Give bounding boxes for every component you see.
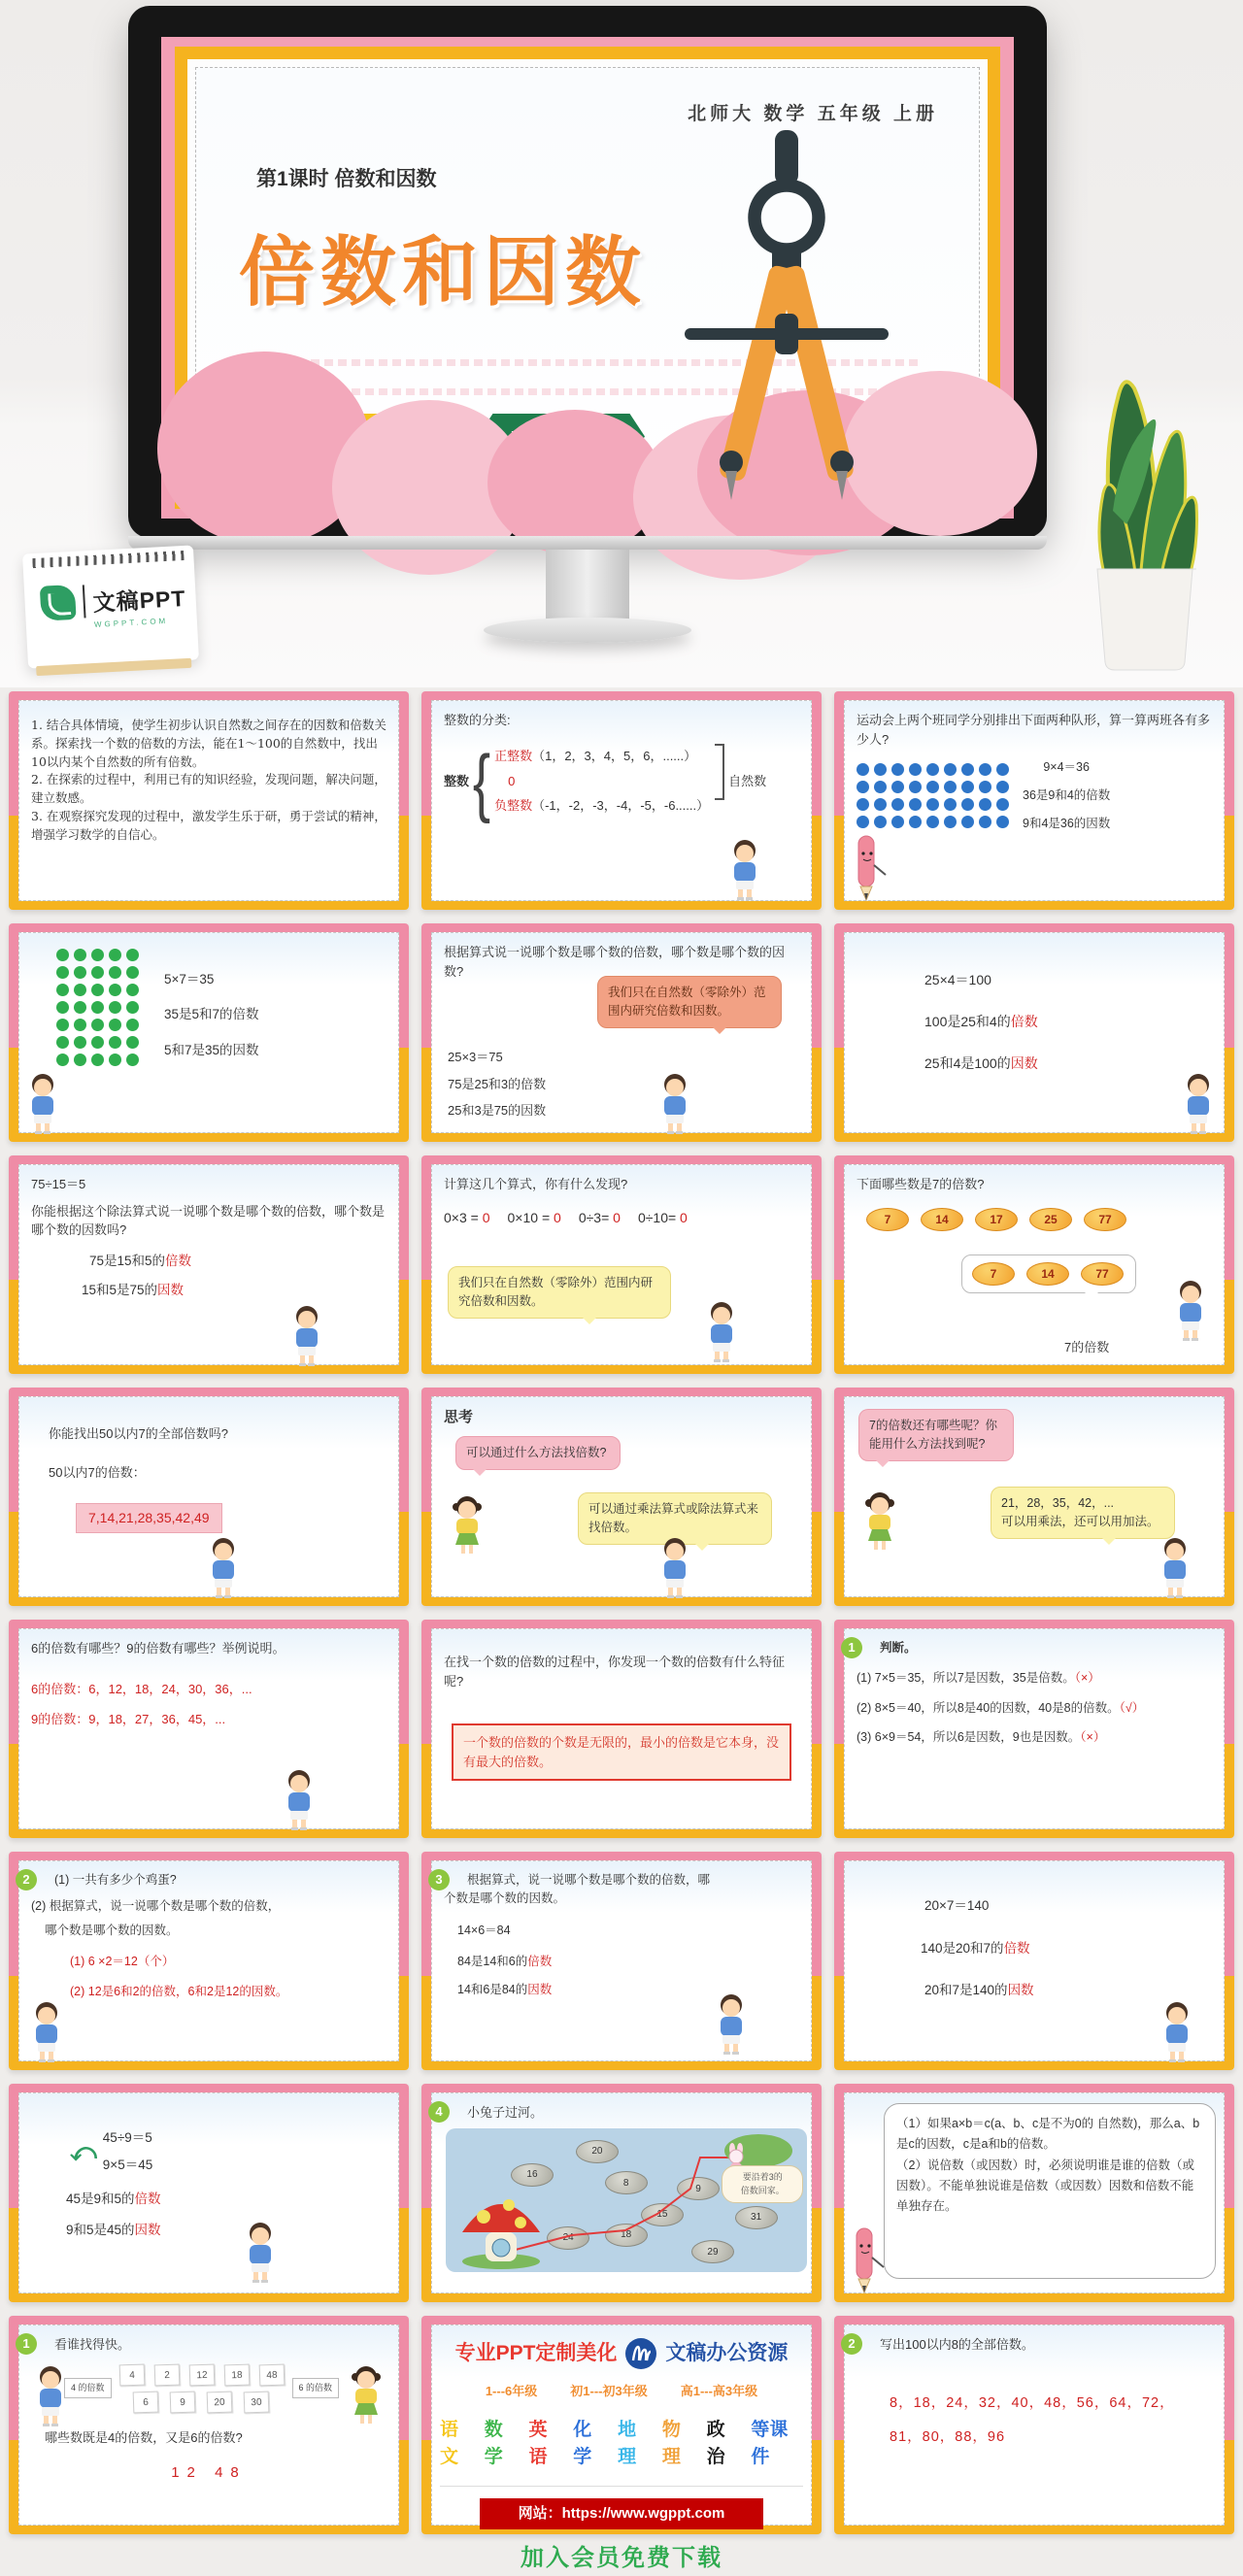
dot (91, 966, 104, 979)
speech-bubble: 我们只在自然数（零除外）范围内研究倍数和因数。 (448, 1266, 671, 1319)
stone-number: 16 (511, 2163, 554, 2187)
dot (126, 1019, 139, 1031)
girl-character-icon (860, 1490, 891, 1551)
slide-thumbnail[interactable] (421, 1155, 822, 1374)
boy-character-icon (655, 1536, 687, 1596)
mushroom-house (460, 2188, 542, 2269)
boy-character-icon (280, 1768, 311, 1828)
slide-thumbnail[interactable] (421, 2084, 822, 2302)
statement: 9和5是45的 (66, 2222, 135, 2237)
dot (909, 816, 922, 828)
slide-thumbnail[interactable]: 25×4＝100 100是25和4的倍数 25和4是100的因数 (834, 923, 1234, 1142)
slide-thumbnail[interactable] (9, 691, 409, 910)
dot (909, 763, 922, 776)
slide-thumbnail[interactable] (9, 923, 409, 1142)
exercise-number-badge: 2 (841, 2333, 862, 2355)
speech-bubble: 我们只在自然数（零除外）范围内研究倍数和因数。 (597, 976, 782, 1028)
statement: 140是20和7的 (921, 1941, 1004, 1957)
curved-arrow-icon: ⤺ (70, 2136, 97, 2166)
dot (74, 1019, 86, 1031)
dot (891, 816, 904, 828)
exercise-number-badge: 3 (428, 1869, 450, 1890)
number-card: 9 (169, 2391, 195, 2413)
subject-label: 物理 (661, 2419, 681, 2467)
slide-heading: 看谁找得快。 (54, 2337, 131, 2352)
dot (74, 984, 86, 996)
question-text: 6的倍数有哪些？9的倍数有哪些？举例说明。 (31, 1641, 286, 1656)
slide-thumbnail[interactable]: 3 根据算式，说一说哪个数是哪个数的倍数，哪 个数是哪个数的因数。 14×6＝84 84是14和6的倍数 14和6是84的因数 (421, 1852, 822, 2070)
dot (56, 966, 69, 979)
multiples-line: 6的倍数：6，12，18，24，30，36，... (31, 1681, 252, 1696)
objective-line: 3. 在观察探究发现的过程中，激发学生乐于研，勇于尝试的精神，增强学习数学的自信心。 (31, 808, 386, 842)
question-text: 根据算式说一说哪个数是哪个数的倍数，哪个数是哪个数的因数? (444, 945, 786, 979)
number-card: 6 (132, 2391, 158, 2413)
dot (996, 763, 1009, 776)
judge-item: (3) 6×9＝54，所以6是因数，9也是因数。 (857, 1730, 1081, 1745)
question-text: 你能找出50以内7的全部倍数吗? (49, 1426, 228, 1441)
slide-thumbnail[interactable] (421, 1388, 822, 1606)
speech-bubble: 可以通过什么方法找倍数? (455, 1436, 621, 1470)
dot (74, 949, 86, 961)
dot (56, 984, 69, 996)
problem-line: (2) 根据算式，说一说哪个数是哪个数的倍数， (31, 1898, 281, 1913)
speech-bubble: 可以通过乘法算式或除法算式来找倍数。 (578, 1492, 772, 1545)
slide-thumbnail[interactable] (9, 1852, 409, 2070)
potted-plant (1055, 278, 1235, 666)
slide-heading: 整数的分类: (444, 713, 511, 727)
dot (109, 949, 121, 961)
bracket-decoration (715, 744, 724, 800)
slide-thumbnail-grid (0, 691, 1243, 2571)
statement: 25和3是75的因数 (448, 1103, 547, 1118)
answer-bubble (961, 1255, 1136, 1293)
exercise-number-badge: 1 (16, 2333, 37, 2355)
answer-line: 12 48 (171, 2464, 247, 2481)
dot (126, 1001, 139, 1014)
dot (857, 763, 869, 776)
boy-character-icon (712, 1992, 743, 2053)
dot (874, 781, 887, 793)
summary-point: （2）说倍数（或因数）时，必须说明谁是谁的倍数（或因数）。不能单独说谁是倍数（或因数）因数和倍数不能单独存在。 (896, 2158, 1194, 2213)
oval-row (866, 1208, 1212, 1231)
dot (56, 1019, 69, 1031)
dot (944, 781, 957, 793)
dot (891, 781, 904, 793)
dot (874, 816, 887, 828)
sub-label: 50以内7的倍数： (49, 1464, 146, 1480)
equation: 75÷15＝5 (31, 1177, 86, 1191)
problem-line: 根据算式，说一说哪个数是哪个数的倍数，哪 (467, 1873, 711, 1887)
pos-int-label: 正整数 (494, 749, 533, 764)
number-card: 2 (153, 2363, 180, 2386)
statement: 75是15和5的 (89, 1253, 166, 1268)
stone-number: 24 (547, 2226, 589, 2250)
problem-line: (1) 一共有多少个鸡蛋? (54, 1873, 177, 1887)
dot (74, 1054, 86, 1066)
rabbit-speech-bubble: 要沿着3的 倍数回家。 (722, 2165, 803, 2203)
wgppt-logo-subtext: WGPPT.COM (93, 616, 169, 629)
dot (109, 1036, 121, 1049)
stone-number: 20 (576, 2140, 619, 2163)
website-banner[interactable]: 网站：https://www.wgppt.com (480, 2498, 763, 2530)
statement: 84是14和6的 (457, 1955, 528, 1969)
desk-calendar (22, 545, 199, 668)
stone-number: 15 (641, 2203, 684, 2226)
monitor-bottom-strip (128, 536, 1047, 550)
monitor-mockup (128, 6, 1047, 538)
statement: 25和4是100的 (924, 1055, 1011, 1071)
textbook-label: 北师大 数学 五年级 上册 (688, 104, 938, 124)
grade-range-label: 初1---初3年级 (570, 2384, 648, 2398)
equation: 14×6＝84 (457, 1923, 511, 1937)
dot (944, 798, 957, 811)
boy-character-icon (1156, 1536, 1187, 1596)
grade-range-label: 高1---高3年级 (680, 2384, 758, 2398)
question-text: 哪些数既是4的倍数，又是6的倍数? (45, 2429, 243, 2445)
dot (109, 1019, 121, 1031)
dot (961, 816, 974, 828)
dot (91, 1054, 104, 1066)
number-card: 18 (223, 2363, 250, 2386)
problem-line: 个数是哪个数的因数。 (444, 1890, 566, 1905)
answer-line: 8，18，24，32，40，48，56，64，72， (890, 2394, 1175, 2411)
stone-number: 31 (735, 2206, 778, 2229)
statement: 100是25和4的 (924, 1014, 1011, 1029)
join-member-link[interactable]: 加入会员免费下载 (521, 2545, 722, 2571)
slide-thumbnail[interactable] (9, 1620, 409, 1838)
answer-label: 7的倍数 (1064, 1339, 1110, 1355)
statement: 36是9和4的倍数 (1023, 787, 1111, 802)
dot (979, 816, 991, 828)
statement: 15和5是75的 (82, 1282, 158, 1297)
dot (961, 781, 974, 793)
dot (56, 1001, 69, 1014)
dot (926, 798, 939, 811)
question-text: 运动会上两个班同学分别排出下面两种队形，算一算两班各有多少人? (857, 713, 1211, 747)
number-oval: 25 (1029, 1208, 1072, 1231)
stone-number: 18 (605, 2224, 648, 2247)
dot (91, 984, 104, 996)
dot (874, 763, 887, 776)
exercise-number-badge: 1 (841, 1637, 862, 1658)
subject-label: 等课件 (751, 2419, 789, 2467)
equation: 25×4＝100 (924, 972, 991, 987)
wgppt-logo-icon (624, 2337, 657, 2370)
multiples-of-4-sign: 4 的倍数 (64, 2378, 112, 2399)
stone-number: 29 (691, 2240, 734, 2263)
dot (909, 798, 922, 811)
boy-character-icon (241, 2221, 272, 2281)
dot (126, 984, 139, 996)
dot (56, 1054, 69, 1066)
boy-character-icon (204, 1536, 235, 1596)
boy-character-icon (347, 2364, 372, 2413)
dot (74, 966, 86, 979)
slide-thumbnail[interactable] (834, 2316, 1234, 2534)
boy-character-icon (27, 2000, 58, 2060)
root-label: 整数 (444, 773, 470, 788)
dot (979, 798, 991, 811)
equation-row: 0×3 = 0 0×10 = 0 0÷3= 0 0÷10= 0 (444, 1209, 688, 1225)
brace-decoration: { (472, 738, 491, 824)
objective-line: 1. 结合具体情境，使学生初步认识自然数之间存在的因数和倍数关系。探索找一个数的倍数的方法，能在1～100的自然数中，找出10以内某个自然数的所有倍数。 (31, 718, 386, 769)
title-slide (161, 37, 1014, 519)
dot (926, 816, 939, 828)
dot (857, 798, 869, 811)
slide-heading: 判断。 (880, 1641, 917, 1655)
dot (996, 781, 1009, 793)
equation: 5×7＝35 (164, 972, 215, 987)
dot (874, 798, 887, 811)
slide-thumbnail[interactable]: 75÷15＝5 你能根据这个除法算式说一说哪个数是哪个数的倍数，哪个数是哪个数的因数吗? 75是15和5的倍数 15和5是75的因数 (9, 1155, 409, 1374)
judge-item: (1) 7×5＝35，所以7是因数，35是倍数。 (857, 1670, 1075, 1685)
neg-int-values: （-1，-2，-3，-4，-5，-6......） (532, 798, 710, 814)
boy-character-icon (1158, 2000, 1189, 2060)
boy-character-icon (1171, 1279, 1202, 1339)
answer-line: 81，80，88，96 (890, 2429, 1006, 2446)
dot (109, 966, 121, 979)
dot (979, 781, 991, 793)
hero-section (0, 0, 1243, 687)
question-text: 计算这几个算式，你有什么发现? (444, 1177, 628, 1191)
subject-label: 地理 (618, 2419, 637, 2467)
subject-label: 化学 (573, 2419, 592, 2467)
wgppt-logo-text: 文稿PPT (92, 585, 187, 616)
answer-box: 7,14,21,28,35,42,49 (76, 1503, 222, 1533)
slide-heading: 写出100以内8的全部倍数。 (880, 2337, 1034, 2352)
summary-point: （1）如果a×b＝c(a、b、c是不为0的 自然数)，那么a、b是c的因数，c是a和b的倍数。 (896, 2117, 1200, 2152)
monitor-base (484, 618, 691, 643)
multiples-line: 9的倍数：9，18，27，36，45，... (31, 1712, 226, 1726)
pos-int-values: （1，2，3，4，5，6，......） (532, 749, 697, 764)
zero-value: 0 (508, 773, 516, 788)
dot (91, 1019, 104, 1031)
number-oval: 17 (975, 1208, 1018, 1231)
subject-label: 政治 (706, 2419, 725, 2467)
slide-thumbnail[interactable] (9, 1388, 409, 1606)
statement: 5和7是35的因数 (164, 1042, 259, 1057)
subject-label: 英语 (528, 2419, 548, 2467)
dot (926, 763, 939, 776)
dot (944, 763, 957, 776)
boy-character-icon (1179, 1072, 1210, 1132)
dot (109, 1001, 121, 1014)
number-oval: 7 (972, 1262, 1015, 1286)
monitor-stand (546, 550, 629, 619)
slide-thumbnail[interactable]: 20×7＝140 140是20和7的倍数 20和7是140的因数 (834, 1852, 1234, 2070)
statement: 20和7是140的 (924, 1982, 1008, 1997)
boy-character-icon (725, 838, 756, 898)
dot (109, 1054, 121, 1066)
multiples-of-6-sign: 6 的倍数 (292, 2378, 340, 2399)
dot (74, 1036, 86, 1049)
dot-array (857, 763, 1009, 828)
dot (126, 966, 139, 979)
dot (91, 1036, 104, 1049)
slide-thumbnail[interactable] (834, 2084, 1234, 2302)
promo-card[interactable] (421, 2316, 822, 2571)
promo-headline-right: 文稿办公资源 (665, 2342, 789, 2365)
objective-line: 2. 在探索的过程中，利用已有的知识经验，发现问题，解决问题，建立数感。 (31, 772, 386, 805)
slide-thumbnail[interactable]: ⤺ 45÷9＝5 9×5＝45 45是9和5的倍数 9和5是45的因数 (9, 2084, 409, 2302)
dot (857, 781, 869, 793)
slide-thumbnail[interactable] (421, 1620, 822, 1838)
dot (961, 763, 974, 776)
subject-list (440, 2417, 803, 2487)
number-card: 20 (206, 2391, 232, 2413)
dot (56, 949, 69, 961)
statement: 9和4是36的因数 (1023, 816, 1111, 830)
pencil-character-icon (849, 2225, 878, 2292)
slide-thumbnail[interactable] (834, 691, 1234, 910)
dot (891, 798, 904, 811)
question-text: 下面哪些数是7的倍数? (857, 1177, 985, 1191)
equation: 25×3＝75 (448, 1050, 503, 1064)
stone-number: 8 (605, 2171, 648, 2194)
slide-thumbnail[interactable] (834, 1155, 1234, 1374)
slide-thumbnail[interactable] (421, 691, 822, 910)
answer-line: (2) 12是6和2的倍数，6和2是12的因数。 (70, 1985, 288, 1998)
compass-icon (641, 122, 932, 511)
slide-heading: 小兔子过河。 (467, 2105, 544, 2120)
speech-bubble: 7的倍数还有哪些呢？你能用什么方法找到呢? (858, 1409, 1014, 1461)
judge-item: (2) 8×5＝40，所以8是40的因数，40是8的倍数。 (857, 1700, 1120, 1715)
dot (91, 949, 104, 961)
slide-thumbnail[interactable] (834, 1388, 1234, 1606)
question-text: 在找一个数的倍数的过程中，你发现一个数的倍数有什么特征呢? (444, 1655, 786, 1689)
summary-bubble (884, 2103, 1216, 2279)
statement: 75是25和3的倍数 (448, 1076, 547, 1091)
statement: 14和6是84的 (457, 1983, 528, 1996)
speech-bubble: 21，28，35，42，... 可以用乘法，还可以用加法。 (991, 1487, 1175, 1539)
exercise-number-badge: 2 (16, 1869, 37, 1890)
slide-thumbnail[interactable] (9, 2316, 409, 2534)
dot (944, 816, 957, 828)
dot (91, 1001, 104, 1014)
dot (109, 984, 121, 996)
number-card: 48 (258, 2363, 285, 2386)
equation: 20×7＝140 (924, 1898, 990, 1913)
lesson-label: 第1课时 倍数和因数 (256, 168, 437, 190)
grade-range-label: 1---6年级 (485, 2384, 538, 2398)
neg-int-label: 负整数 (494, 798, 533, 814)
dot-array (56, 949, 139, 1066)
number-oval: 77 (1081, 1262, 1124, 1286)
stone-number: 9 (677, 2177, 720, 2200)
number-card: 12 (188, 2363, 215, 2386)
wgppt-leaf-logo-icon (40, 585, 77, 621)
dot (126, 1036, 139, 1049)
statement: 35是5和7的倍数 (164, 1007, 259, 1022)
exercise-number-badge: 4 (428, 2101, 450, 2123)
dot (979, 763, 991, 776)
number-card: 4 (118, 2363, 145, 2386)
dot (126, 1054, 139, 1066)
dot (996, 798, 1009, 811)
boy-character-icon (287, 1304, 319, 1364)
equation: 9×4＝36 (1043, 760, 1090, 774)
dot (857, 816, 869, 828)
slide-thumbnail[interactable]: 1 判断。 (1) 7×5＝35，所以7是因数，35是倍数。（×） (2) 8×5＝40，所以8是40的因数，40是8的倍数。（√） (3) 6×9＝54，所以6是因数，9也是因数。（×） (834, 1620, 1234, 1838)
dot (961, 798, 974, 811)
page-title: 倍数和因数 (239, 229, 648, 315)
boy-character-icon (702, 1300, 733, 1360)
promo-headline-left: 专业PPT定制美化 (454, 2342, 618, 2365)
dot (126, 949, 139, 961)
dot (926, 781, 939, 793)
question-text: 你能根据这个除法算式说一说哪个数是哪个数的倍数，哪个数是哪个数的因数吗? (31, 1203, 386, 1237)
boy-character-icon (23, 1072, 54, 1132)
number-oval: 7 (866, 1208, 909, 1231)
subject-label: 数学 (484, 2419, 503, 2467)
dot (996, 816, 1009, 828)
slide-thumbnail[interactable] (421, 923, 822, 1142)
statement: 45是9和5的 (66, 2191, 135, 2206)
answer-line: (1) 6 ×2＝12（个） (70, 1955, 175, 1969)
subject-label: 语文 (440, 2419, 459, 2467)
problem-line: 哪个数是哪个数的因数。 (45, 1923, 179, 1937)
slide-heading: 思考 (444, 1409, 474, 1425)
equation: 9×5＝45 (102, 2158, 153, 2173)
number-oval: 14 (921, 1208, 963, 1231)
dot (56, 1036, 69, 1049)
girl-character-icon (448, 1494, 479, 1555)
key-point-box: 一个数的倍数的个数是无限的，最小的倍数是它本身，没有最大的倍数。 (452, 1723, 791, 1781)
title-slide-frame (175, 47, 1000, 509)
dot (909, 781, 922, 793)
boy-character-icon (31, 2364, 56, 2413)
number-oval: 14 (1026, 1262, 1069, 1286)
boy-character-icon (655, 1072, 687, 1132)
dot (891, 763, 904, 776)
number-card: 30 (243, 2391, 269, 2413)
natural-number-label: 自然数 (728, 773, 767, 788)
pencil-character-icon (851, 832, 880, 900)
dot (74, 1001, 86, 1014)
equation: 45÷9＝5 (102, 2130, 152, 2145)
number-oval: 77 (1084, 1208, 1126, 1231)
grade-ranges (440, 2382, 803, 2401)
river-scene (446, 2128, 807, 2272)
